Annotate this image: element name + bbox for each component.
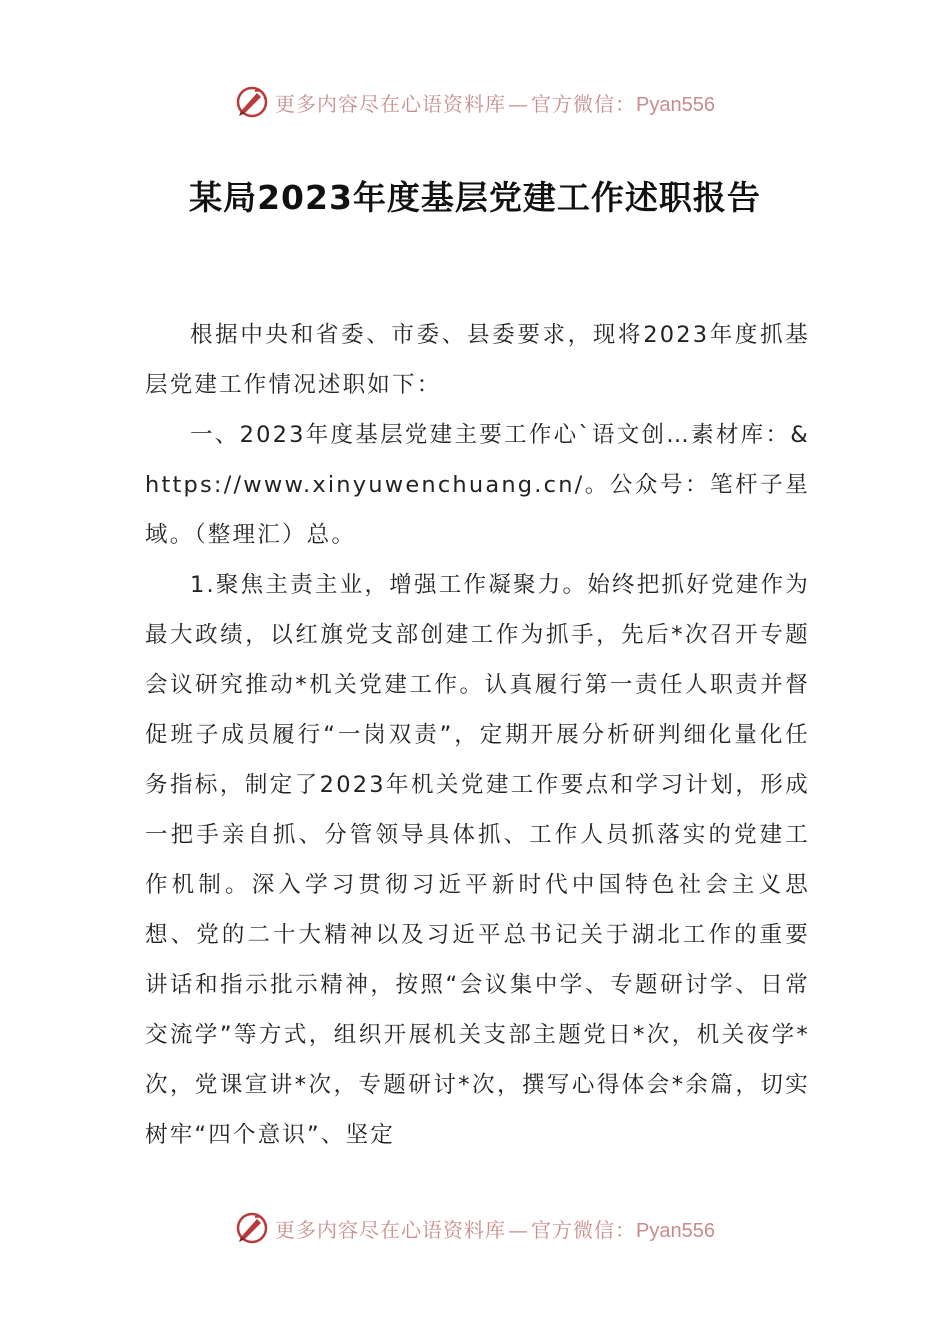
paragraph-point-1: 1.聚焦主责主业，增强工作凝聚力。始终把抓好党建作为最大政绩，以红旗党支部创建工作为抓手，先后*次召开专题会议研究推动*机关党建工作。认真履行第一责任人职责并督促班子成员履行“一岗双责”，定期开展分析研判细化量化任务指标，制定了2023年机关党建工作要点和学习计划，形成一把手亲自抓、分管领导具体抓、工作人员抓落实的党建工作机制。深入学习贯彻习近平新时代中国特色社会主义思想、党的二十大精神以及习近平总书记关于湖北工作的重要讲话和指示批示精神，按照“会议集中学、专题研讨学、日常交流学”等方式，组织开展机关支部主题党日*次，机关夜学*次，党课宣讲*次，专题研讨*次，撰写心得体会*余篇，切实树牢“四个意识”、坚定 — [145, 572, 810, 1148]
paragraph-section-heading: 一、2023年度基层党建主要工作心`语文创…素材库：&https://www.xinyuwenchuang.cn/。公众号：笔杆子星域。（整理汇）总。 — [145, 422, 810, 548]
header-banner — [0, 82, 950, 122]
paragraph-intro: 根据中央和省委、市委、县委要求，现将2023年度抓基层党建工作情况述职如下： — [145, 322, 810, 398]
banner-separator: — — [508, 91, 530, 116]
banner-text — [275, 1214, 715, 1243]
pen-logo-icon — [235, 1211, 269, 1245]
document-title: 某局2023年度基层党建工作述职报告 — [189, 178, 761, 217]
banner-separator: — — [508, 1217, 530, 1242]
document-body — [145, 310, 810, 1160]
banner-wechat-label: 官方微信： — [531, 1217, 637, 1242]
banner-wechat-id: Pyan556 — [636, 1219, 715, 1242]
pen-logo-icon — [235, 85, 269, 119]
banner-wechat-id: Pyan556 — [636, 93, 715, 116]
banner-wechat-label: 官方微信： — [531, 91, 637, 116]
banner-site-text: 更多内容尽在心语资料库 — [275, 91, 507, 116]
banner-text — [275, 88, 715, 117]
banner-site-text: 更多内容尽在心语资料库 — [275, 1217, 507, 1242]
footer-banner — [0, 1208, 950, 1248]
